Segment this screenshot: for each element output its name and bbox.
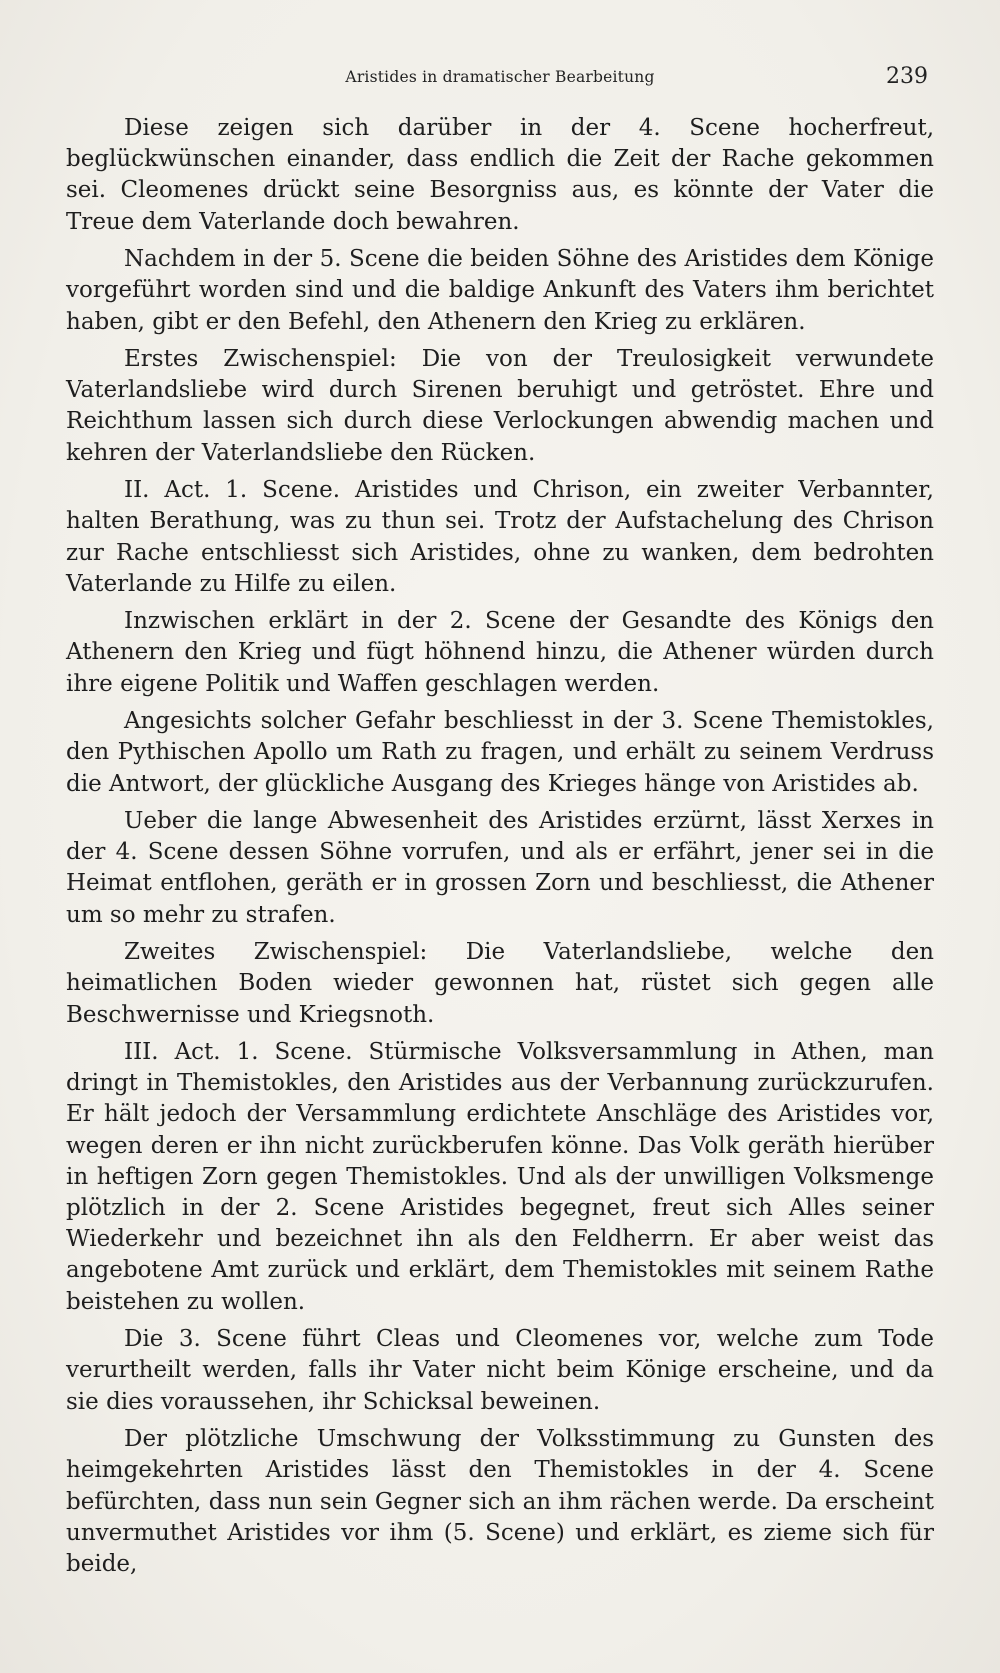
- paragraph: II. Act. 1. Scene. Aristides und Chrison, ein zweiter Verbannter, halten Berathung, was zu thun sei. Trotz der Aufstachelung des Chrison zur Rache entschliesst sich Aristides, ohne zu wanken, dem bedrohten Vaterlande zu Hilfe zu eilen.: [66, 477, 934, 597]
- paragraph: Angesichts solcher Gefahr beschliesst in der 3. Scene Themistokles, den Pythischen Apollo um Rath zu fragen, und erhält zu seinem Verdruss die Antwort, der glückliche Ausgang des Krieges hänge von Aristides ab.: [66, 708, 934, 797]
- paragraph: Erstes Zwischenspiel: Die von der Treulosigkeit verwundete Vaterlandsliebe wird durch Sirenen beruhigt und getröstet. Ehre und Reichthum lassen sich durch diese Verlockungen abwendig machen und kehren der Vaterlandsliebe den Rücken.: [66, 346, 934, 466]
- running-title: Aristides in dramatischer Bearbeitung: [345, 68, 655, 86]
- paragraph: Der plötzliche Umschwung der Volksstimmung zu Gunsten des heimgekehrten Aristides lässt den Themistokles in der 4. Scene befürchten, dass nun sein Gegner sich an ihm rächen werde. Da erscheint unvermuthet Aristides vor ihm (5. Scene) und erklärt, es zieme sich für beide,: [66, 1426, 934, 1577]
- paragraph: Ueber die lange Abwesenheit des Aristides erzürnt, lässt Xerxes in der 4. Scene dessen Söhne vorrufen, und als er erfährt, jener sei in die Heimat entflohen, geräth er in grossen Zorn und beschliesst, die Athener um so mehr zu strafen.: [66, 808, 934, 928]
- paragraph: Zweites Zwischenspiel: Die Vaterlandsliebe, welche den heimatlichen Boden wieder gewonnen hat, rüstet sich gegen alle Beschwernisse und Kriegsnoth.: [66, 939, 934, 1028]
- paragraph: Nachdem in der 5. Scene die beiden Söhne des Aristides dem Könige vorgeführt worden sind und die baldige Ankunft des Vaters ihm berichtet haben, gibt er den Befehl, den Athenern den Krieg zu erklären.: [66, 246, 934, 335]
- page-number: 239: [886, 64, 928, 89]
- paragraph: Inzwischen erklärt in der 2. Scene der Gesandte des Königs den Athenern den Krieg und fügt höhnend hinzu, die Athener würden durch ihre eigene Politik und Waffen geschlagen werden.: [66, 608, 934, 697]
- paragraph: Die 3. Scene führt Cleas und Cleomenes vor, welche zum Tode verurtheilt werden, falls ihr Vater nicht beim Könige erscheine, und da sie dies voraussehen, ihr Schicksal beweinen.: [66, 1326, 934, 1415]
- paragraph: Diese zeigen sich darüber in der 4. Scene hocherfreut, beglückwünschen einander, dass endlich die Zeit der Rache gekommen sei. Cleomenes drückt seine Besorgniss aus, es könnte der Vater die Treue dem Vaterlande doch bewahren.: [66, 115, 934, 235]
- paragraph: III. Act. 1. Scene. Stürmische Volksversammlung in Athen, man dringt in Themistokles, den Aristides aus der Verbannung zurückzurufen. Er hält jedoch der Versammlung erdichtete Anschläge des Aristides vor, wegen deren er ihn nicht zurückberufen könne. Das Volk geräth hierüber in heftigen Zorn gegen Themistokles. Und als der unwilligen Volksmenge plötzlich in der 2. Scene Aristides begegnet, freut sich Alles seiner Wiederkehr und bezeichnet ihn als den Feldherrn. Er aber weist das angebotene Amt zurück und erklärt, dem Themistokles mit seinem Rathe beistehen zu wollen.: [66, 1039, 934, 1315]
- page-header: [66, 64, 934, 90]
- body-text: [66, 113, 934, 1586]
